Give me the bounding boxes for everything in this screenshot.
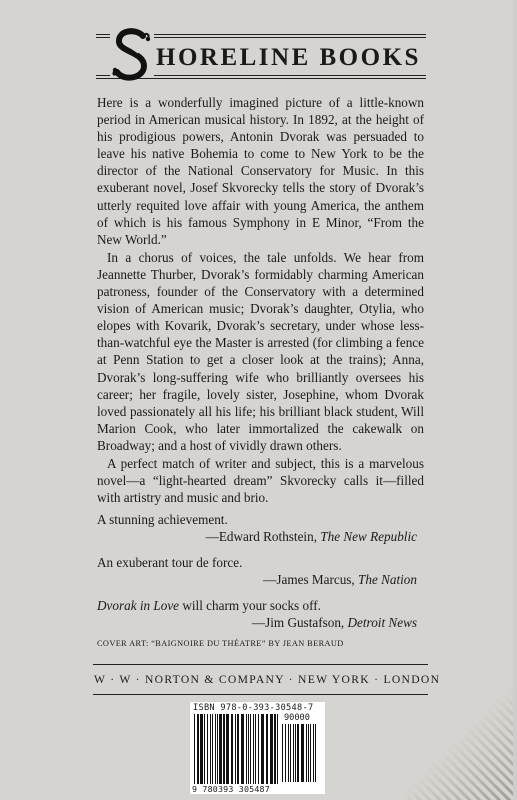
ean-barcode-bars: [194, 714, 280, 784]
divider: [93, 664, 428, 665]
barcode-bar: [212, 714, 213, 784]
barcode-bar: [235, 714, 236, 784]
description-paragraph: A perfect match of writer and subject, this is a marvelous novel—a “light-hearted dream” Skvorecky calls it—filled with artistry and music and brio.: [97, 455, 424, 506]
barcode-bar: [207, 714, 208, 784]
barcode-bar: [288, 724, 289, 782]
barcode-bar: [255, 714, 256, 784]
barcode-bar: [241, 714, 244, 784]
divider: [93, 694, 428, 695]
cover-art-credit: COVER ART: “BAIGNOIRE DU THÉATRE” BY JEAN BERAUD: [97, 639, 344, 648]
isbn-text: ISBN 978-0-393-30548-7: [193, 703, 314, 713]
barcode-bar: [250, 714, 251, 784]
addon-barcode-bars: [282, 724, 320, 782]
barcode-bar: [285, 724, 286, 782]
barcode-bar: [308, 724, 309, 782]
barcode-bar: [217, 714, 218, 784]
barcode-bar: [277, 714, 278, 784]
description-paragraph: Here is a wonderfully imagined picture of a little-known period in American musical history. In 1892, at the height of his prodigious powers, Antonin Dvorak was persuaded to leave his native Bohemia to come to New York to be the director of the National Conservatory for Music. In this exuberant novel, Josef Skvorecky tells the story of Dvorak’s utterly requited love affair with young America, the anthem of which is his famous Symphony in E Minor, “From the New World.”: [97, 95, 424, 247]
barcode-bar: [290, 724, 291, 782]
barcode-bar: [246, 714, 247, 784]
barcode-bar: [274, 714, 276, 784]
barcode-bar: [237, 714, 239, 784]
barcode-bar: [253, 714, 254, 784]
barcode-bar: [200, 714, 203, 784]
review-quotes: [97, 511, 417, 639]
barcode-digits: 9 780393 305487: [192, 784, 270, 794]
barcode-bar: [194, 714, 195, 784]
review-quote: Dvorak in Love will charm your socks off. —Jim Gustafson, Detroit News: [97, 597, 417, 631]
barcode-bar: [266, 714, 268, 784]
barcode-bar: [310, 724, 311, 782]
barcode-bar: [197, 714, 199, 784]
review-quote: An exuberant tour de force. —James Marcus, The Nation: [97, 554, 417, 588]
barcode-bar: [270, 714, 273, 784]
barcode-bar: [223, 714, 225, 784]
publisher-name: HORELINE BOOKS: [156, 44, 421, 71]
barcode-bar: [231, 714, 233, 784]
publisher-imprint: W · W · NORTON & COMPANY · NEW YORK · LONDON: [94, 673, 441, 686]
barcode-bar: [248, 714, 249, 784]
barcode-bar: [313, 724, 314, 782]
barcode-bar: [210, 714, 211, 784]
barcode-bar: [219, 714, 222, 784]
ornamental-s-logo-icon: [110, 22, 154, 88]
diagonal-stripe-pattern: [407, 690, 517, 800]
book-description: [97, 94, 424, 506]
barcode-bar: [293, 724, 294, 782]
barcode-bar: [261, 714, 264, 784]
barcode-bar: [315, 724, 316, 782]
barcode-bar: [282, 724, 283, 782]
barcode-bar: [226, 714, 229, 784]
shoreline-books-logo: [96, 28, 426, 84]
price-code: 90000: [284, 713, 310, 723]
barcode-bar: [306, 724, 307, 782]
barcode-bar: [301, 724, 304, 782]
review-quote: A stunning achievement. —Edward Rothstein, The New Republic: [97, 512, 417, 545]
barcode-bar: [297, 724, 299, 782]
barcode-bar: [204, 714, 205, 784]
barcode-bar: [258, 714, 259, 784]
isbn-barcode: [190, 702, 325, 794]
barcode-bar: [295, 724, 296, 782]
description-paragraph: In a chorus of voices, the tale unfolds. We hear from Jeannette Thurber, Dvorak’s formidably charming American patroness, founder of the Conservatory with a determined vision of American music; Dvorak’s daughter, Otylia, who elopes with Kovarik, Dvorak’s secretary, under whose less-than-watchful eye the Master is arrested (for climbing a fence at Penn Station to get a closer look at the trains); Anna, Dvorak’s long-suffering wife who brilliantly oversees his career; her fragile, lovely sister, Josephine, whom Dvorak loved passionately all his life; his brilliant black student, Will Marion Cook, who later immortalized the cakewalk on Broadway; and a host of vividly drawn others.: [97, 249, 424, 453]
barcode-bar: [215, 714, 216, 784]
